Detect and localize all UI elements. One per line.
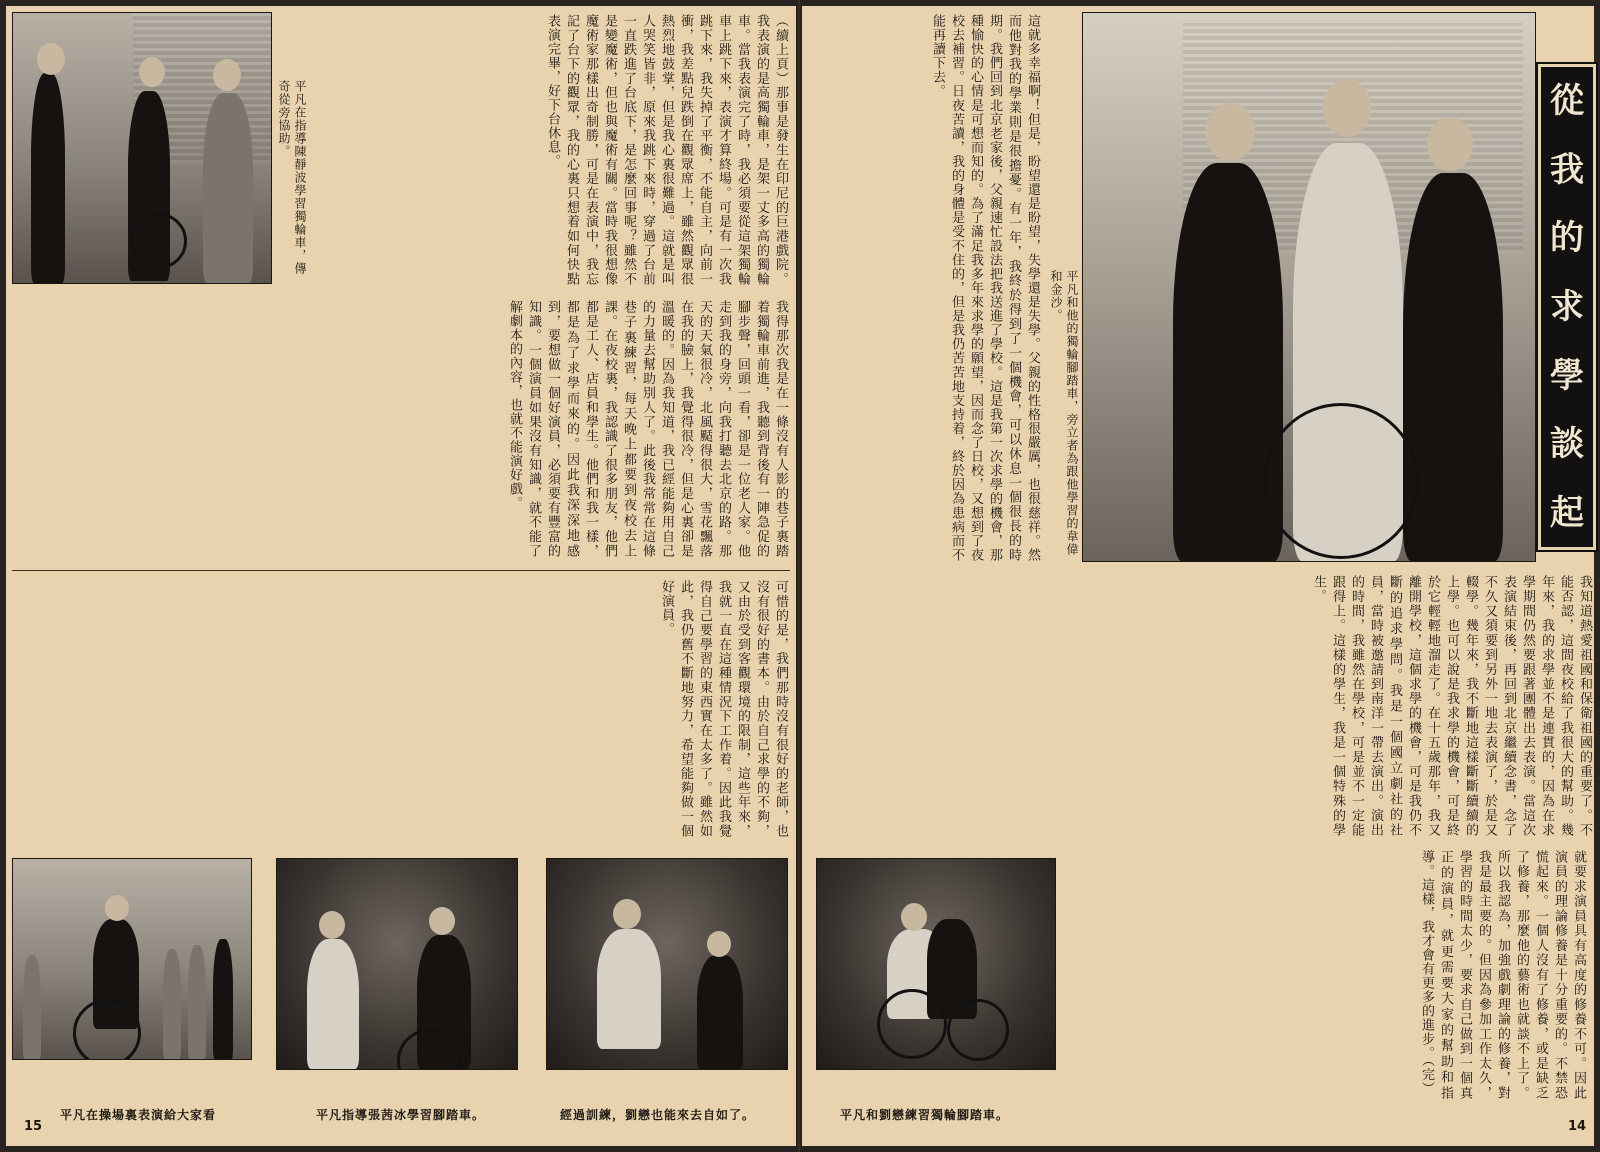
- text-column-right-middle: 這就多幸福啊！但是，盼望還是盼望，失學還是失學。父親的性格很嚴厲，也很慈祥。然而他對我的學業則是很擔憂。有一年，我終於得到了一個機會，可以休息一個很長的時期。我們回到北京老家後，父親速忙設法把我送進了學校。這是我第一次求學的機會，那種愉快的心情是可想而知的。為了滿足我多年來求學的願望，因而念了日校，又想到了夜校去補習。日夜苦讀，我的身體是受不住的，但是我仍苦苦地支持着，終於因為患病而不能再讀下去。: [930, 14, 1040, 562]
- divider-left: [12, 570, 790, 571]
- title-char-1: 從: [1550, 81, 1584, 122]
- photo-bottom-3: [546, 858, 788, 1070]
- caption-top-left: 平凡在指導陳靜波學習獨輪車，傳奇從旁協助。: [277, 80, 307, 275]
- title-char-6: 談: [1550, 424, 1584, 465]
- caption-top-right: 平凡和他的獨輪腳踏車，旁立者為跟他學習的韋偉和金沙。: [1049, 270, 1079, 556]
- photo-top-left: [12, 12, 272, 284]
- title-char-4: 求: [1550, 286, 1584, 327]
- title-char-2: 我: [1550, 149, 1584, 190]
- text-column-right-lower: 就要求演員具有高度的修養不可。因此演員的理論修養是十分重要的。不禁恐慌起來。一個人沒有了修養，或是缺乏了修養，那麼他的藝術也就談不上了。所以我認為，加強戲劇理論的修養，對我是最主要的。但因為參加工作太久，學習的時間太少，要求自己做到一個真正的演員，就更需要大家的幫助和指導。這樣，我才會有更多的進步。（完）: [1419, 850, 1586, 1100]
- caption-bottom-4: 平凡和劉戀練習獨輪腳踏車。: [840, 1108, 1010, 1122]
- title-char-3: 的: [1550, 218, 1584, 259]
- photo-bottom-4: [816, 858, 1056, 1070]
- page-gutter: [796, 0, 802, 1152]
- page-number-left: 15: [24, 1119, 43, 1134]
- article-title: [1538, 64, 1596, 550]
- photo-top-right: [1082, 12, 1536, 562]
- title-char-5: 學: [1550, 355, 1584, 396]
- caption-bottom-2: 平凡指導張茜冰學習腳踏車。: [316, 1108, 486, 1122]
- caption-bottom-3: 經過訓練，劉戀也能來去自如了。: [560, 1108, 756, 1122]
- page-number-right: 14: [1568, 1119, 1587, 1134]
- text-column-right-upper: 我知道熱愛祖國和保衛祖國的重要了。不能否認，這間夜校給了我很大的幫助。幾年來，我的求學並不是連貫的，因為在求學期間仍然要跟著團體出去表演。當這次表演結束後，再回到北京繼續念書，念了不久又須要到另外一地去表演了，於是又輟學。幾年來，我不斷地這樣斷斷續續的上學。也可以說是我求學的機會，可是終於它輕輕地溜走了。在十五歲那年，我又離開學校，這個求學的機會，可是我仍不斷的追求學問。我是一個國立劇社的社員，當時被邀請到南洋一帶去演出。演出的時間，我雖然在學校，可是並不一定能跟得上。這樣的學生，我是一個特殊的學生。: [1311, 575, 1592, 837]
- title-char-7: 起: [1550, 492, 1584, 533]
- text-column-left-middle: 我得那次我是在一條沒有人影的巷子裏踏着獨輪車前進，我聽到背後有一陣急促的腳步聲，回頭一看，卻是一位老人家。他走到我的身旁，向我打聽去北京的路。那天的天氣很冷，北風颳得很大，雪花飄落在我的臉上，我覺得很冷，但是心裏卻是溫暖的。因為我知道，我已經能夠用自己的力量去幫助別人了。此後我常常在這條巷子裏練習，每天晚上都要到夜校去上課。在夜校裏，我認識了很多朋友，他們都是工人、店員和學生。他們和我一樣，都是為了求學而來的。因此我深深地感到，要想做一個好演員，必須要有豐富的知識。一個演員如果沒有知識，就不能了解劇本的內容，也就不能演好戲。: [507, 300, 788, 558]
- photo-bottom-2: [276, 858, 518, 1070]
- caption-bottom-1: 平凡在操場裏表演給大家看: [60, 1108, 217, 1122]
- text-column-left-lower: 可惜的是，我們那時沒有很好的老師，也沒有很好的書本。由於自己求學的不夠，又由於受到客觀環境的限制，這些年來，我就一直在這種情況下工作着。因此我覺得自己要學習的東西實在太多了。雖然如此，我仍舊不斷地努力，希望能夠做一個好演員。: [659, 580, 788, 838]
- photo-bottom-1: [12, 858, 252, 1060]
- text-column-left-upper: （續上頁）那事是發生在印尼的巨港戲院。我表演的是高獨輪車，是架一丈多高的獨輪車。當我表演完了時，我必須要從這架獨輪車上跳下來，表演才算終場。可是有一次我跳下來，我失掉了平衡，不能自主，向前一衝，我差點兒跌倒在觀眾席上，雖然觀眾很熱烈地鼓掌，但是我心裏很難過。這就是叫人哭笑皆非，原來我跳下來時，穿過了台前一直跌進了台底下，是怎麼回事呢？雖然不是變魔術，但也與魔術有關。當時我很想像魔術家那樣出奇制勝，可是在表演中，我忘記了台下的觀眾，我的心裏只想着如何快點表演完畢，好下台休息。: [545, 14, 788, 286]
